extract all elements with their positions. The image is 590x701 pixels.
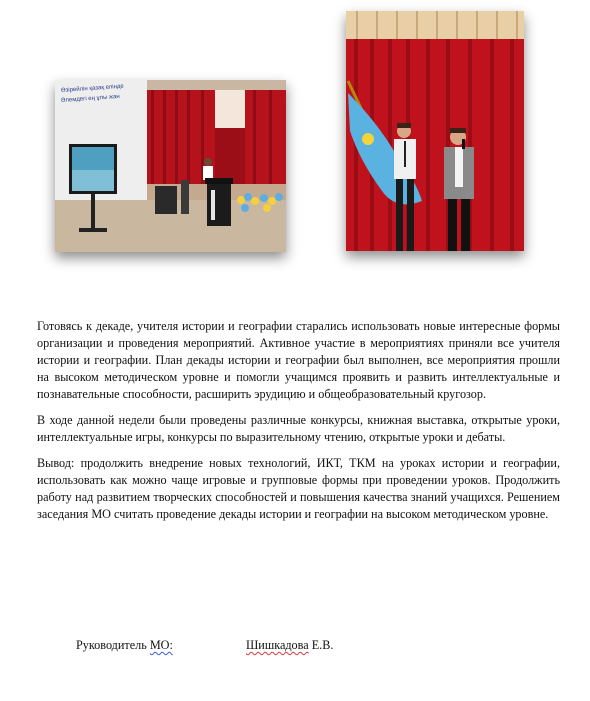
- stage-flag-photo: [346, 11, 524, 251]
- paragraph-preparation: Готовясь к декаде, учителя истории и географии старались использовать новые интересные формы организации и проведения мероприятий. Активное участие в мероприятиях приняли все учителя истории и географии. План декады истории и географии был выполнен, все мероприятия прошли на высоком методическом уровне и помогли учащимся проявить и развить интеллектуальные и познавательные способности, расширить эрудицию и общеобразовательный кругозор.: [37, 319, 560, 401]
- svg-text:Әлемдегі ең ұлы жан: Әлемдегі ең ұлы жан: [60, 93, 120, 104]
- report-text: [37, 318, 560, 532]
- signature-role-abbrev: МО:: [149, 638, 173, 652]
- paragraph-activities: В ходе данной недели были проведены различные конкурсы, книжная выставка, открытые уроки, интеллектуальные игры, конкурсы по выразительному чтению, открытые уроки и дебаты.: [37, 413, 560, 444]
- signature-role: [76, 638, 173, 653]
- classroom-event-photo: [55, 80, 286, 252]
- signature-initials: Е.В.: [308, 638, 334, 652]
- svg-text:Өзірейлін қазақ елінде: Өзірейлін қазақ елінде: [60, 83, 124, 94]
- paragraph-conclusion: Вывод: продолжить внедрение новых технологий, ИКТ, ТКМ на уроках истории и географии, использовать как можно чаще игровые и групповые формы при проведении уроков. Продолжить работу над развитием творческих способностей и повышения качества знаний учащихся. Решением заседания МО считать проведение декады истории и географии на высоком методическом уровне.: [37, 456, 560, 521]
- signature-role-prefix: Руководитель: [76, 638, 150, 652]
- signature-surname: Шишкадова: [246, 638, 309, 652]
- signature-name: [246, 638, 333, 653]
